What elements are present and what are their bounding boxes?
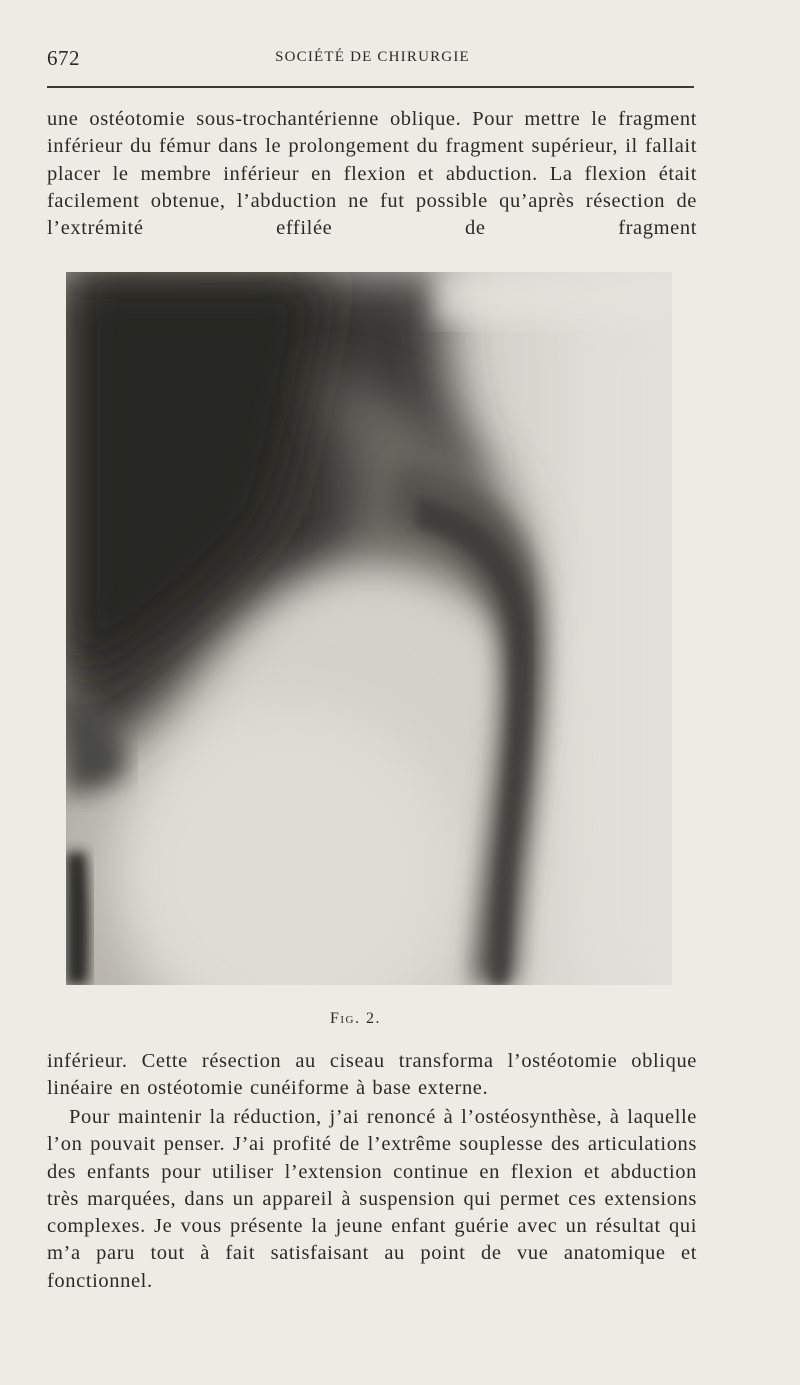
header-rule <box>47 86 694 88</box>
radiograph-figure <box>66 272 672 985</box>
page-number: 672 <box>47 46 80 70</box>
paragraph: Pour maintenir la réduction, j’ai renoncé à l’ostéosynthèse, à laquelle l’on pouvait penser. J’ai profité de l’extrême souplesse des articulations des enfants pour utiliser l’extension continue en flexion et abduction très marquées, dans un appareil à suspension qui permet ces extensions complexes. Je vous présente la jeune enfant guérie avec un résultat qui m’a paru tout à fait satisfaisant au point de vue anatomique et fonctionnel. <box>47 1106 697 1292</box>
paragraph-continued: une ostéotomie sous-trochantérienne oblique. Pour mettre le fragment inférieur du fémur dans le prolongement du fragment supérieur, il fallait placer le membre inférieur en flexion et abduction. La flexion était facilement obtenue, l’abduction ne fut possible qu’après résection de l’extrémité effilée de fragment <box>47 108 697 240</box>
paragraph: inférieur. Cette résection au ciseau transforma l’ostéotomie oblique linéaire en ostéotomie cunéiforme à base externe. <box>47 1050 697 1100</box>
radiograph-image <box>66 272 672 985</box>
running-head-title: SOCIÉTÉ DE CHIRURGIE <box>275 49 470 65</box>
figure-caption: Fig. 2. <box>330 1010 382 1027</box>
running-head <box>0 49 745 66</box>
